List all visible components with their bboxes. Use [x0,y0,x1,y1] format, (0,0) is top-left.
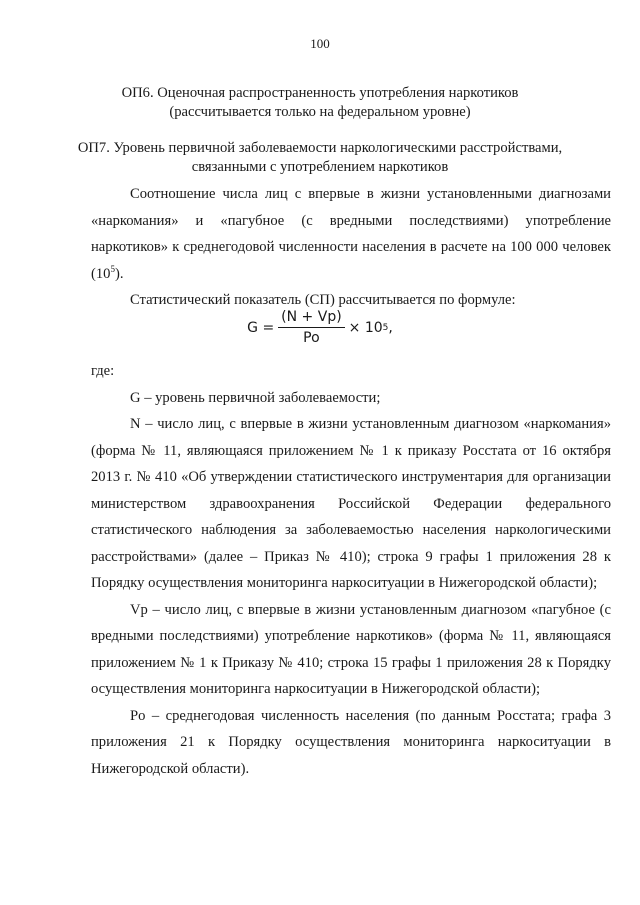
heading-op6-line2: (рассчитывается только на федеральном уровне) [169,104,471,120]
definition-vp: Vp – число лиц, с впервые в жизни установленным диагнозом «пагубное (с вредными последствиями) употребление наркотиков» (форма № 11, являющаяся приложением № 1 к Приказу № 410; строка 15 графы 1 приложения 28 к Порядку осуществления мониторинга наркоситуации в Нижегородской области); [91,601,611,697]
definitions-block [91,358,611,782]
page-number: 100 [310,36,330,51]
formula-intro: Статистический показатель (СП) рассчитывается по формуле: [130,292,516,308]
formula-lhs: G = [247,319,275,336]
definition-po: Po – среднегодовая численность населения (по данным Росстата; графа 3 приложения 21 к Порядку осуществления мониторинга наркоситуации в Нижегородской области). [91,707,611,777]
definition-n: N – число лиц, с впервые в жизни установленным диагнозом «наркомания» (форма № 11, являющаяся приложением № 1 к приказу Росстата от 16 октября 2013 г. № 410 «Об утверждении статистического инструментария для организации министерством здравоохранения Российской Федерации федерального статистического наблюдения за заболеваемостью населения наркологическими расстройствами» (далее – Приказ № 410); строка 9 графы 1 приложения 28 к Порядку осуществления мониторинга наркоситуации в Нижегородской области); [91,416,611,591]
heading-op7-line1: ОП7. Уровень первичной заболеваемости наркологическими расстройствами, [77,140,563,156]
formula-denominator: Po [303,330,320,346]
where-label: где: [91,363,115,379]
formula-multiplier: × 10 [348,319,383,336]
definition-g: G – уровень первичной заболеваемости; [130,389,381,406]
intro-block [91,181,611,314]
heading-op6 [0,84,640,122]
heading-op6-line1: ОП6. Оценочная распространенность употребления наркотиков [121,85,519,101]
heading-op7 [0,139,640,177]
definition-paragraph: Соотношение числа лиц с впервые в жизни установленными диагнозами «наркомания» и «пагубное (с вредными последствиями) употребление наркотиков» к среднегодовой численности населения в расчете на 100 000 человек $(10^5)$. [91,186,611,282]
formula-fraction [278,309,345,346]
power-superscript: 5 [110,263,115,274]
heading-op7-line2: связанными с употреблением наркотиков [191,159,449,175]
formula-tail: , [388,319,393,336]
formula-numerator: (N + Vp) [278,309,345,328]
formula: G = $\frac{(N + Vp)}{Po}$ × 10 5 , [247,309,393,346]
